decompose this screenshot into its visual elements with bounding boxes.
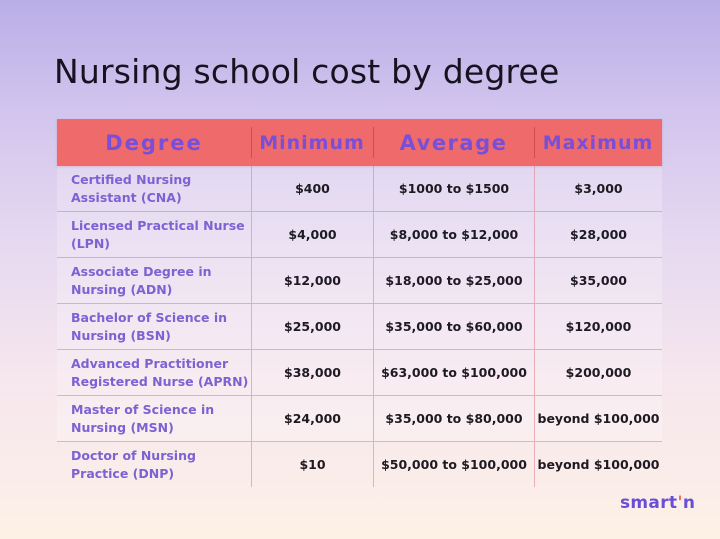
minimum-cell: $12,000 bbox=[251, 258, 373, 303]
average-cell: $35,000 to $60,000 bbox=[373, 304, 534, 349]
degree-cell: Advanced Practitioner Registered Nurse (APRN) bbox=[71, 355, 249, 389]
average-cell: $18,000 to $25,000 bbox=[373, 258, 534, 303]
degree-cell: Bachelor of Science in Nursing (BSN) bbox=[71, 309, 228, 343]
degree-cell: Doctor of Nursing Practice (DNP) bbox=[71, 447, 196, 481]
table-row bbox=[57, 258, 662, 304]
maximum-cell: $120,000 bbox=[534, 304, 662, 349]
table-row bbox=[57, 166, 662, 212]
maximum-cell: $3,000 bbox=[534, 166, 662, 211]
column-header-minimum: Minimum bbox=[251, 119, 373, 166]
minimum-cell: $10 bbox=[251, 442, 373, 487]
minimum-cell: $24,000 bbox=[251, 396, 373, 441]
degree-cell: Licensed Practical Nurse (LPN) bbox=[71, 217, 245, 251]
maximum-cell: $35,000 bbox=[534, 258, 662, 303]
average-cell: $63,000 to $100,000 bbox=[373, 350, 534, 395]
maximum-cell: beyond $100,000 bbox=[534, 396, 662, 441]
table-row bbox=[57, 442, 662, 487]
degree-cell: Master of Science in Nursing (MSN) bbox=[71, 401, 215, 435]
degree-cell: Associate Degree in Nursing (ADN) bbox=[71, 263, 212, 297]
table-row bbox=[57, 350, 662, 396]
cost-table bbox=[57, 119, 662, 487]
maximum-cell: $200,000 bbox=[534, 350, 662, 395]
degree-cell: Certified Nursing Assistant (CNA) bbox=[71, 171, 192, 205]
brand-logo-prefix: smart bbox=[620, 493, 678, 513]
minimum-cell: $400 bbox=[251, 166, 373, 211]
column-header-average: Average bbox=[373, 119, 534, 166]
average-cell: $1000 to $1500 bbox=[373, 166, 534, 211]
average-cell: $8,000 to $12,000 bbox=[373, 212, 534, 257]
table-row bbox=[57, 212, 662, 258]
minimum-cell: $38,000 bbox=[251, 350, 373, 395]
column-header-maximum: Maximum bbox=[534, 119, 662, 166]
average-cell: $35,000 to $80,000 bbox=[373, 396, 534, 441]
minimum-cell: $25,000 bbox=[251, 304, 373, 349]
maximum-cell: beyond $100,000 bbox=[534, 442, 662, 487]
table-header-row bbox=[57, 119, 662, 166]
brand-logo-suffix: n bbox=[682, 493, 696, 513]
brand-logo-apostrophe: ' bbox=[677, 493, 683, 513]
minimum-cell: $4,000 bbox=[251, 212, 373, 257]
page-title: Nursing school cost by degree bbox=[54, 52, 560, 91]
table-row bbox=[57, 304, 662, 350]
column-header-degree: Degree bbox=[105, 130, 203, 155]
brand-logo bbox=[620, 493, 695, 513]
table-row bbox=[57, 396, 662, 442]
maximum-cell: $28,000 bbox=[534, 212, 662, 257]
average-cell: $50,000 to $100,000 bbox=[373, 442, 534, 487]
